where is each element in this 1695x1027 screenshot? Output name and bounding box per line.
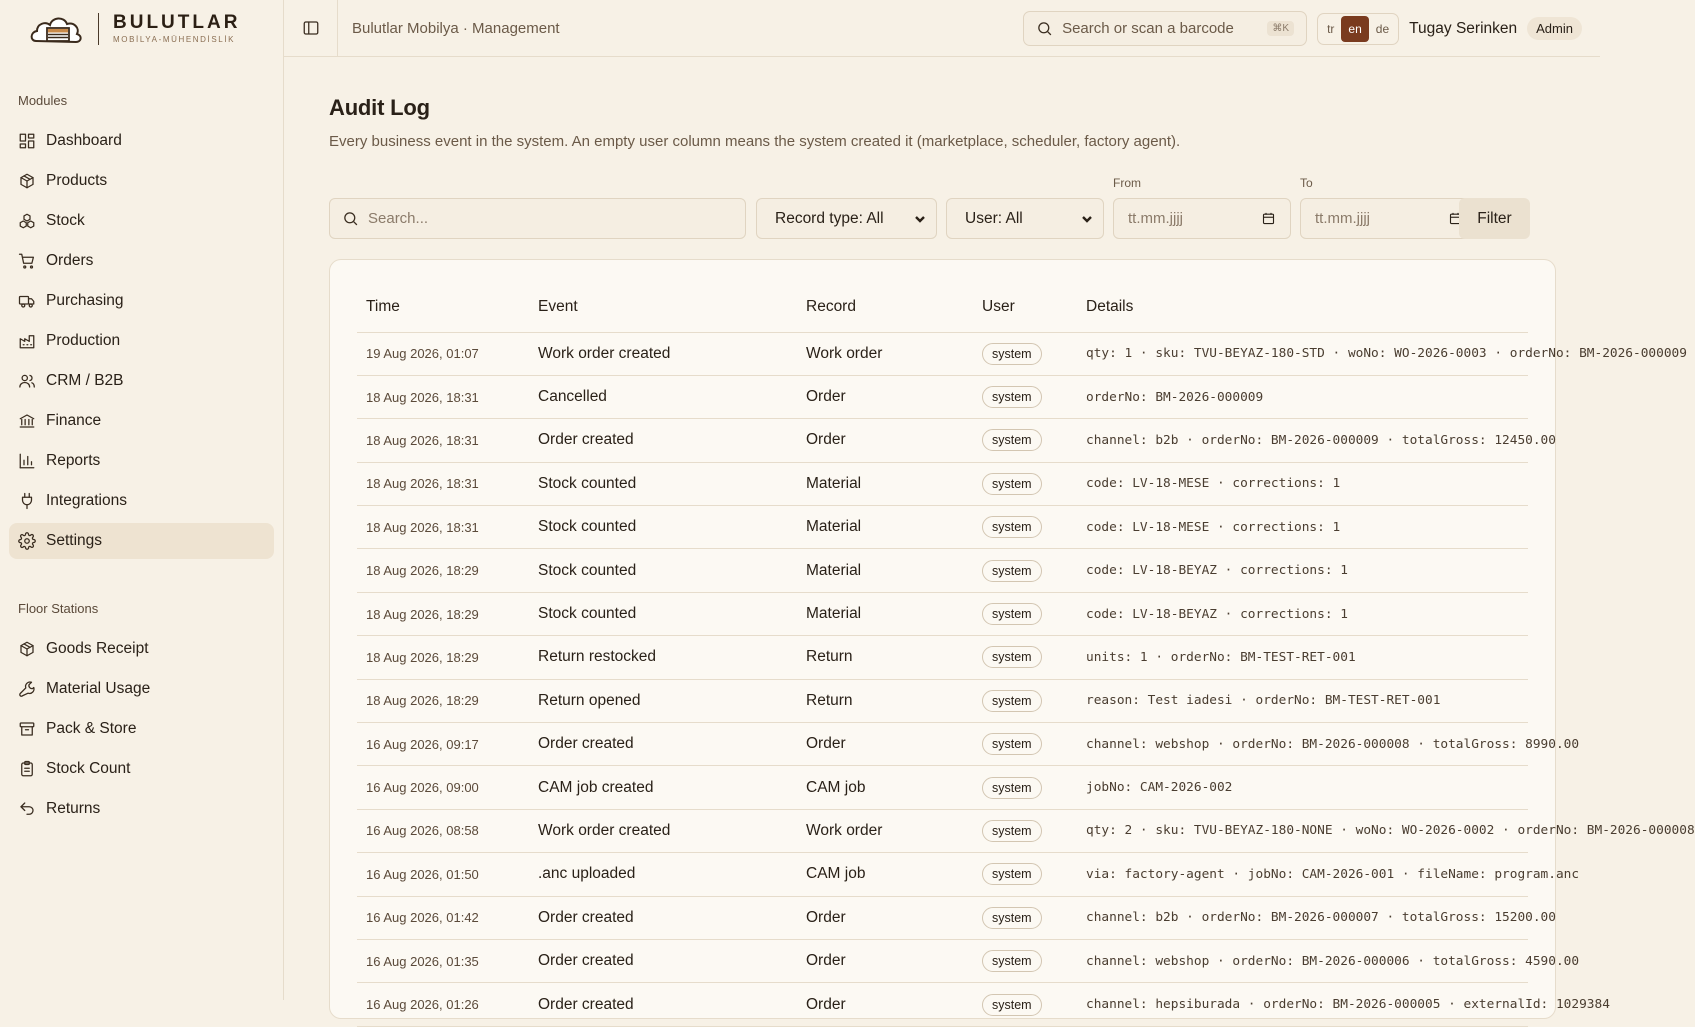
to-label: To (1300, 176, 1313, 190)
user-badge: system (982, 994, 1042, 1016)
user-select[interactable] (946, 198, 1104, 239)
cell-time: 18 Aug 2026, 18:29 (357, 636, 529, 679)
cell-event: Stock counted (529, 549, 797, 592)
sidebar-item-goods-receipt[interactable] (9, 631, 274, 667)
page-subtitle: Every business event in the system. An empty user column means the system created it (marketplace, scheduler, factory agent). (329, 133, 1181, 150)
brand[interactable] (0, 0, 283, 57)
plug-icon (18, 492, 36, 510)
cell-user (973, 723, 1077, 766)
cell-record: Work order (797, 809, 973, 852)
table-row[interactable] (357, 332, 1528, 375)
cell-event: Cancelled (529, 375, 797, 418)
main (284, 0, 1695, 1013)
cell-user (973, 983, 1077, 1026)
column-header-time[interactable]: Time (357, 282, 529, 332)
cell-time: 16 Aug 2026, 09:17 (357, 723, 529, 766)
table-row[interactable] (357, 636, 1528, 679)
cell-event: Order created (529, 723, 797, 766)
cell-user (973, 506, 1077, 549)
cell-record: Return (797, 679, 973, 722)
cell-user (973, 896, 1077, 939)
cell-details: channel: webshop · orderNo: BM-2026-000008 · totalGross: 8990.00 (1077, 723, 1528, 766)
sidebar-item-material-usage[interactable] (9, 671, 274, 707)
column-header-details[interactable]: Details (1077, 282, 1528, 332)
cell-event: Order created (529, 983, 797, 1026)
cell-event: Order created (529, 939, 797, 982)
brand-text (113, 13, 240, 44)
cell-details: code: LV-18-BEYAZ · corrections: 1 (1077, 592, 1528, 635)
cell-event: Stock counted (529, 592, 797, 635)
sidebar-item-stock[interactable] (9, 203, 274, 239)
cell-record: Work order (797, 332, 973, 375)
user-badge: system (982, 429, 1042, 451)
cell-time: 16 Aug 2026, 01:50 (357, 853, 529, 896)
sidebar-item-pack-store[interactable] (9, 711, 274, 747)
cell-record: Order (797, 896, 973, 939)
user-badge: system (982, 343, 1042, 365)
sidebar-item-purchasing[interactable] (9, 283, 274, 319)
cell-record: Order (797, 939, 973, 982)
language-option-tr[interactable]: tr (1327, 21, 1335, 36)
table-row[interactable] (357, 939, 1528, 982)
cell-user (973, 766, 1077, 809)
cell-time: 19 Aug 2026, 01:07 (357, 332, 529, 375)
cell-record: Material (797, 462, 973, 505)
cell-time: 16 Aug 2026, 08:58 (357, 809, 529, 852)
bank-icon (18, 412, 36, 430)
cell-record: Order (797, 419, 973, 462)
cell-time: 18 Aug 2026, 18:31 (357, 462, 529, 505)
filter-button[interactable]: Filter (1459, 198, 1530, 239)
table-row[interactable] (357, 896, 1528, 939)
cell-event: Order created (529, 896, 797, 939)
sidebar-item-stock-count[interactable] (9, 751, 274, 787)
sidebar-item-label: Purchasing (46, 292, 124, 309)
user-badge: system (982, 820, 1042, 842)
wrench-icon (18, 680, 36, 698)
panel-left-icon (302, 19, 320, 37)
user-badge: system (982, 950, 1042, 972)
audit-log-card (329, 259, 1695, 1019)
sidebar-item-dashboard[interactable] (9, 123, 274, 159)
user-badge: system (982, 603, 1042, 625)
cell-record: Return (797, 636, 973, 679)
sidebar-item-label: Returns (46, 800, 101, 817)
cell-user (973, 939, 1077, 982)
cell-record: CAM job (797, 766, 973, 809)
cell-user (973, 549, 1077, 592)
role-badge: Admin (1527, 17, 1582, 40)
cell-details: code: LV-18-MESE · corrections: 1 (1077, 506, 1528, 549)
content (284, 57, 1695, 1019)
cell-record: Material (797, 592, 973, 635)
user-name[interactable]: Tugay Serinken (1409, 19, 1518, 37)
sidebar-item-label: Pack & Store (46, 720, 137, 737)
from-date-input[interactable] (1113, 198, 1291, 239)
language-option-en[interactable]: en (1341, 16, 1368, 42)
bar-chart-icon (18, 452, 36, 470)
user-badge: system (982, 516, 1042, 538)
sidebar-item-label: CRM / B2B (46, 372, 124, 389)
cell-event: Work order created (529, 332, 797, 375)
record-type-select[interactable] (756, 198, 937, 239)
cell-user (973, 375, 1077, 418)
sidebar-item-products[interactable] (9, 163, 274, 199)
table-row[interactable] (357, 462, 1528, 505)
modules-section-label: Modules (18, 93, 68, 108)
cell-user (973, 853, 1077, 896)
clipboard-icon (18, 760, 36, 778)
audit-search-input[interactable] (368, 210, 728, 227)
cell-time: 16 Aug 2026, 01:35 (357, 939, 529, 982)
sidebar (0, 0, 284, 1000)
cell-event: Return opened (529, 679, 797, 722)
column-header-event[interactable]: Event (529, 282, 797, 332)
user-badge: system (982, 473, 1042, 495)
cell-details: code: LV-18-BEYAZ · corrections: 1 (1077, 549, 1528, 592)
factory-icon (18, 332, 36, 350)
undo-icon (18, 800, 36, 818)
sidebar-item-production[interactable] (9, 323, 274, 359)
table-row[interactable] (357, 419, 1528, 462)
cell-user (973, 809, 1077, 852)
cell-time: 18 Aug 2026, 18:31 (357, 375, 529, 418)
table-row[interactable] (357, 853, 1528, 896)
chevron-down-icon (914, 213, 926, 225)
package-icon (18, 640, 36, 658)
cell-details: channel: b2b · orderNo: BM-2026-000007 · totalGross: 15200.00 (1077, 896, 1528, 939)
cell-details: orderNo: BM-2026-000009 (1077, 375, 1528, 418)
table-row[interactable] (357, 549, 1528, 592)
chevron-down-icon (1081, 213, 1093, 225)
audit-search-field[interactable] (329, 198, 746, 239)
cell-user (973, 592, 1077, 635)
user-badge: system (982, 690, 1042, 712)
sidebar-item-settings[interactable] (9, 523, 274, 559)
cell-time: 18 Aug 2026, 18:29 (357, 549, 529, 592)
sidebar-item-reports[interactable] (9, 443, 274, 479)
language-switcher (1317, 13, 1399, 45)
table-row[interactable] (357, 723, 1528, 766)
user-badge: system (982, 386, 1042, 408)
brand-divider (98, 13, 99, 45)
record-type-value: Record type: All (775, 209, 884, 227)
brand-name: BULUTLAR (113, 12, 241, 33)
user-badge: system (982, 907, 1042, 929)
table-row[interactable] (357, 592, 1528, 635)
user-badge: system (982, 560, 1042, 582)
cell-time: 16 Aug 2026, 01:26 (357, 983, 529, 1026)
sidebar-item-label: Orders (46, 252, 94, 269)
table-header-row (357, 282, 1528, 332)
from-label: From (1113, 176, 1141, 190)
language-option-de[interactable]: de (1375, 21, 1390, 36)
cell-record: Material (797, 549, 973, 592)
brand-logo-icon (28, 11, 84, 47)
cell-details: via: factory-agent · jobNo: CAM-2026-001 · fileName: program.anc (1077, 853, 1528, 896)
table-row[interactable] (357, 679, 1528, 722)
search-icon (1036, 20, 1053, 37)
sidebar-item-label: Integrations (46, 492, 127, 509)
table-row[interactable] (357, 983, 1528, 1026)
cell-record: Order (797, 983, 973, 1026)
topbar (284, 0, 1600, 57)
user-badge: system (982, 733, 1042, 755)
cell-time: 16 Aug 2026, 09:00 (357, 766, 529, 809)
brand-subtitle: MOBİLYA-MÜHENDİSLİK (113, 35, 236, 44)
cell-details: qty: 2 · sku: TVU-BEYAZ-180-NONE · woNo: WO-2026-0002 · orderNo: BM-2026-000008 (1077, 809, 1528, 852)
cell-record: Order (797, 375, 973, 418)
cell-event: CAM job created (529, 766, 797, 809)
sidebar-item-orders[interactable] (9, 243, 274, 279)
cell-user (973, 679, 1077, 722)
user-badge: system (982, 863, 1042, 885)
cell-user (973, 419, 1077, 462)
search-shortcut: ⌘K (1267, 21, 1294, 36)
cell-record: CAM job (797, 853, 973, 896)
sidebar-item-finance[interactable] (9, 403, 274, 439)
cell-time: 18 Aug 2026, 18:29 (357, 679, 529, 722)
sidebar-item-integrations[interactable] (9, 483, 274, 519)
cell-event: .anc uploaded (529, 853, 797, 896)
sidebar-item-label: Material Usage (46, 680, 151, 697)
cell-event: Work order created (529, 809, 797, 852)
cell-details: jobNo: CAM-2026-002 (1077, 766, 1528, 809)
cell-details: channel: hepsiburada · orderNo: BM-2026-000005 · externalId: 1029384 (1077, 983, 1528, 1026)
sidebar-item-label: Goods Receipt (46, 640, 149, 657)
dashboard-icon (18, 132, 36, 150)
modules-nav (0, 123, 283, 559)
user-badge: system (982, 777, 1042, 799)
cell-record: Order (797, 723, 973, 766)
table-row[interactable] (357, 506, 1528, 549)
cell-details: qty: 1 · sku: TVU-BEYAZ-180-STD · woNo: WO-2026-0003 · orderNo: BM-2026-000009 (1077, 332, 1528, 375)
global-search-placeholder: Search or scan a barcode (1062, 20, 1234, 37)
cart-icon (18, 252, 36, 270)
cell-details: units: 1 · orderNo: BM-TEST-RET-001 (1077, 636, 1528, 679)
cell-time: 16 Aug 2026, 01:42 (357, 896, 529, 939)
cell-details: channel: b2b · orderNo: BM-2026-000009 · totalGross: 12450.00 (1077, 419, 1528, 462)
boxes-icon (18, 212, 36, 230)
table-body (357, 332, 1695, 1026)
cell-event: Order created (529, 419, 797, 462)
cell-time: 18 Aug 2026, 18:29 (357, 592, 529, 635)
cell-details: reason: Test iadesi · orderNo: BM-TEST-RET-001 (1077, 679, 1528, 722)
column-header-record[interactable]: Record (797, 282, 973, 332)
sidebar-item-label: Finance (46, 412, 102, 429)
cell-event: Stock counted (529, 506, 797, 549)
cell-details: channel: webshop · orderNo: BM-2026-000006 · totalGross: 4590.00 (1077, 939, 1528, 982)
table-row[interactable] (357, 375, 1528, 418)
topbar-right (1023, 11, 1582, 46)
audit-log-table (357, 282, 1695, 1027)
cell-record: Material (797, 506, 973, 549)
gear-icon (18, 532, 36, 550)
page-title: Audit Log (329, 95, 430, 120)
sidebar-item-label: Production (46, 332, 121, 349)
archive-icon (18, 720, 36, 738)
sidebar-item-label: Reports (46, 452, 101, 469)
cell-user (973, 332, 1077, 375)
package-icon (18, 172, 36, 190)
cell-time: 18 Aug 2026, 18:31 (357, 419, 529, 462)
truck-icon (18, 292, 36, 310)
floor-nav (0, 631, 283, 827)
calendar-icon (1261, 211, 1276, 226)
sidebar-item-label: Dashboard (46, 132, 122, 149)
cell-event: Stock counted (529, 462, 797, 505)
cell-event: Return restocked (529, 636, 797, 679)
filter-bar (329, 176, 1556, 242)
to-date-placeholder: tt.mm.jjjj (1315, 210, 1370, 227)
cell-time: 18 Aug 2026, 18:31 (357, 506, 529, 549)
sidebar-item-label: Stock (46, 212, 85, 229)
column-header-user[interactable]: User (973, 282, 1077, 332)
sidebar-item-label: Products (46, 172, 108, 189)
table-row[interactable] (357, 766, 1528, 809)
sidebar-toggle-button[interactable] (284, 0, 338, 56)
table-row[interactable] (357, 809, 1528, 852)
sidebar-item-label: Settings (46, 532, 103, 549)
sidebar-item-crm-b2b[interactable] (9, 363, 274, 399)
from-date-placeholder: tt.mm.jjjj (1128, 210, 1183, 227)
cell-user (973, 636, 1077, 679)
user-badge: system (982, 646, 1042, 668)
cell-details: code: LV-18-MESE · corrections: 1 (1077, 462, 1528, 505)
floor-section-label: Floor Stations (18, 601, 99, 616)
sidebar-item-returns[interactable] (9, 791, 274, 827)
user-select-value: User: All (965, 209, 1023, 227)
users-icon (18, 372, 36, 390)
search-icon (342, 210, 359, 227)
sidebar-item-label: Stock Count (46, 760, 131, 777)
global-search-input[interactable] (1023, 11, 1307, 46)
cell-user (973, 462, 1077, 505)
to-date-input[interactable] (1300, 198, 1478, 239)
breadcrumb[interactable]: Bulutlar Mobilya · Management (352, 19, 560, 37)
